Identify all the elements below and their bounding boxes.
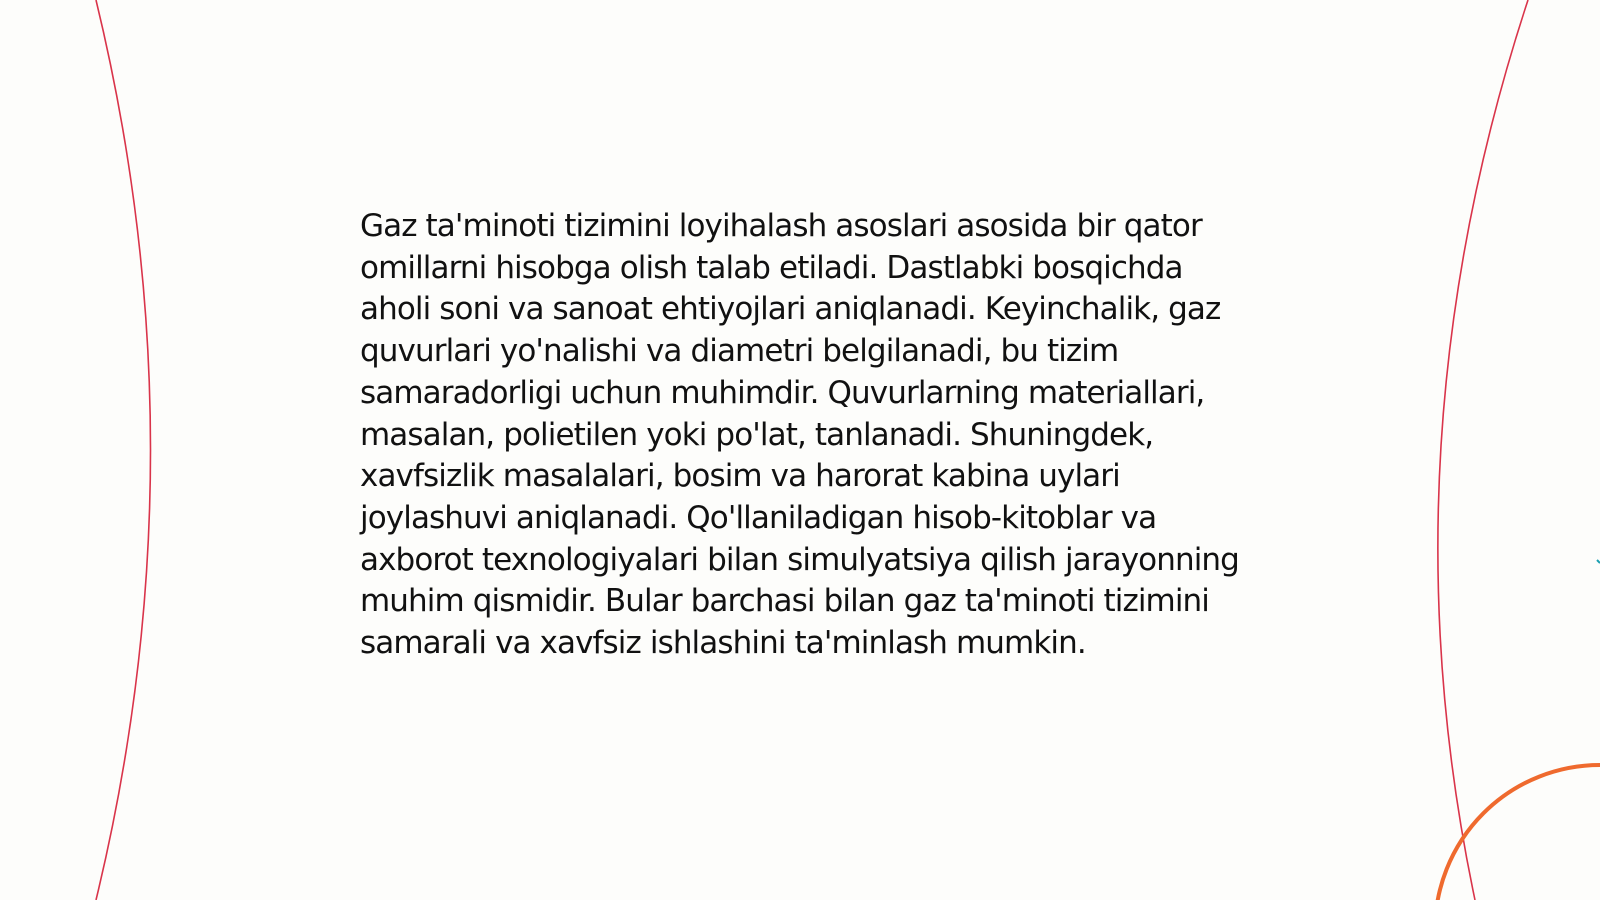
orange-arc [1435, 765, 1600, 900]
right-curve-line [1438, 0, 1528, 900]
slide-paragraph: Gaz ta'minoti tizimini loyihalash asoslari asosida bir qator omillarni hisobga olish talab etiladi. Dastlabki bosqichda aholi soni va sanoat ehtiyojlari aniqlanadi. Keyinchalik, gaz quvurlari yo'nalishi va diametri belgilanadi, bu tizim samaradorligi uchun muhimdir. Quvurlarning materiallari, masalan, polietilen yoki po'lat, tanlanadi. Shuningdek, xavfsizlik masalalari, bosim va harorat kabina uylari joylashuvi aniqlanadi. Qo'llaniladigan hisob-kitoblar va axborot texnologiyalari bilan simulyatsiya qilish jarayonning muhim qismidir. Bular barchasi bilan gaz ta'minoti tizimini samarali va xavfsiz ishlashini ta'minlash mumkin. [360, 208, 1239, 662]
left-curve-line [96, 0, 151, 900]
